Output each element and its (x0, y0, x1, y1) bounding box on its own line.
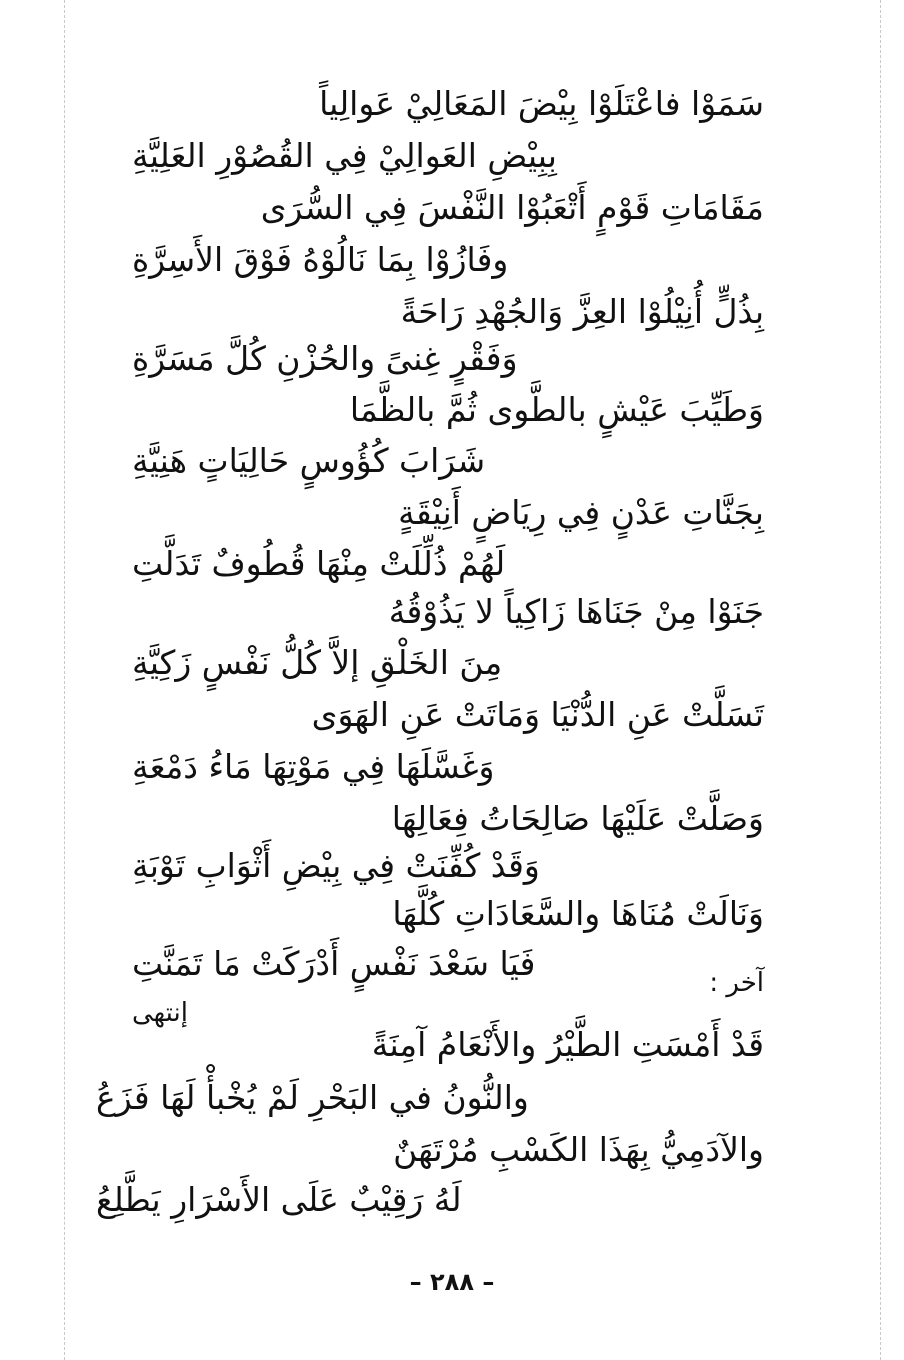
verse-line: قَدْ أَمْسَتِ الطَّيْرُ والأَنْعَامُ آمِنَةً (371, 1025, 764, 1064)
verse-line: وَفَقْرٍ غِنىً والحُزْنِ كُلَّ مَسَرَّةِ (132, 339, 518, 378)
left-margin-rule (64, 0, 65, 1360)
verse-line: والآدَمِيُّ بِهَذَا الكَسْبِ مُرْتَهَنٌ (393, 1130, 764, 1169)
verse-line: وَنَالَتْ مُنَاهَا والسَّعَادَاتِ كُلَّهَا (392, 894, 764, 933)
verse-line: فَيَا سَعْدَ نَفْسٍ أَدْرَكَتْ مَا تَمَنَّتِ (132, 944, 536, 983)
verse-line: لَهُ رَقِيْبٌ عَلَى الأَسْرَارِ يَطَّلِعُ (96, 1180, 462, 1219)
verse-line: شَرَابَ كُؤُوسٍ حَالِيَاتٍ هَنِيَّةِ (132, 441, 486, 480)
verse-line: بِذُلٍّ أُنِيْلُوْا العِزَّ وَالجُهْدِ رَاحَةً (400, 292, 764, 331)
verse-line: وَطَيِّبَ عَيْشٍ بالطَّوى ثُمَّ بالظَّمَا (349, 390, 764, 429)
right-margin-rule (880, 0, 881, 1360)
verse-line: وفَازُوْا بِمَا نَالُوْهُ فَوْقَ الأَسِرَّةِ (132, 240, 509, 279)
verse-line: وَصَلَّتْ عَلَيْهَا صَالِحَاتُ فِعَالِهَا (391, 799, 764, 838)
verse-line: لَهُمْ ذُلِّلَتْ مِنْهَا قُطُوفٌ تَدَلَّتِ (132, 544, 506, 583)
verse-line: بِبِيْضِ العَوالِيْ فِي القُصُوْرِ العَلِيَّةِ (132, 136, 557, 175)
verse-line: والنُّونُ في البَحْرِ لَمْ يُخْبأْ لَهَا فَزَعُ (96, 1078, 529, 1117)
verse-line: وَغَسَّلَهَا فِي مَوْتِهَا مَاءُ دَمْعَةِ (132, 747, 495, 786)
verse-line: مَقَامَاتِ قَوْمٍ أَتْعَبُوْا النَّفْسَ فِي السُّرَى (260, 188, 764, 227)
verse-line: تَسَلَّتْ عَنِ الدُّنْيَا وَمَاتَتْ عَنِ الهَوَى (311, 695, 764, 734)
verse-line: سَمَوْا فاعْتَلَوْا بِيْضَ المَعَالِيْ عَوالِياً (319, 84, 764, 123)
section-heading: آخر : (709, 968, 764, 998)
verse-line: بِجَنَّاتِ عَدْنٍ فِي رِيَاضٍ أَنِيْقَةٍ (398, 493, 764, 532)
verse-line: جَنَوْا مِنْ جَنَاهَا زَاكِياً لا يَذُوْقُهُ (388, 592, 764, 631)
page-number: – ٢٨٨ – (409, 1268, 495, 1296)
end-marker: إنتهى (132, 998, 188, 1028)
verse-line: مِنَ الخَلْقِ إلاَّ كُلُّ نَفْسٍ زَكِيَّةِ (132, 643, 503, 682)
verse-line: وَقَدْ كُفِّنَتْ فِي بِيْضِ أَثْوَابِ تَوْبَةِ (132, 846, 540, 885)
